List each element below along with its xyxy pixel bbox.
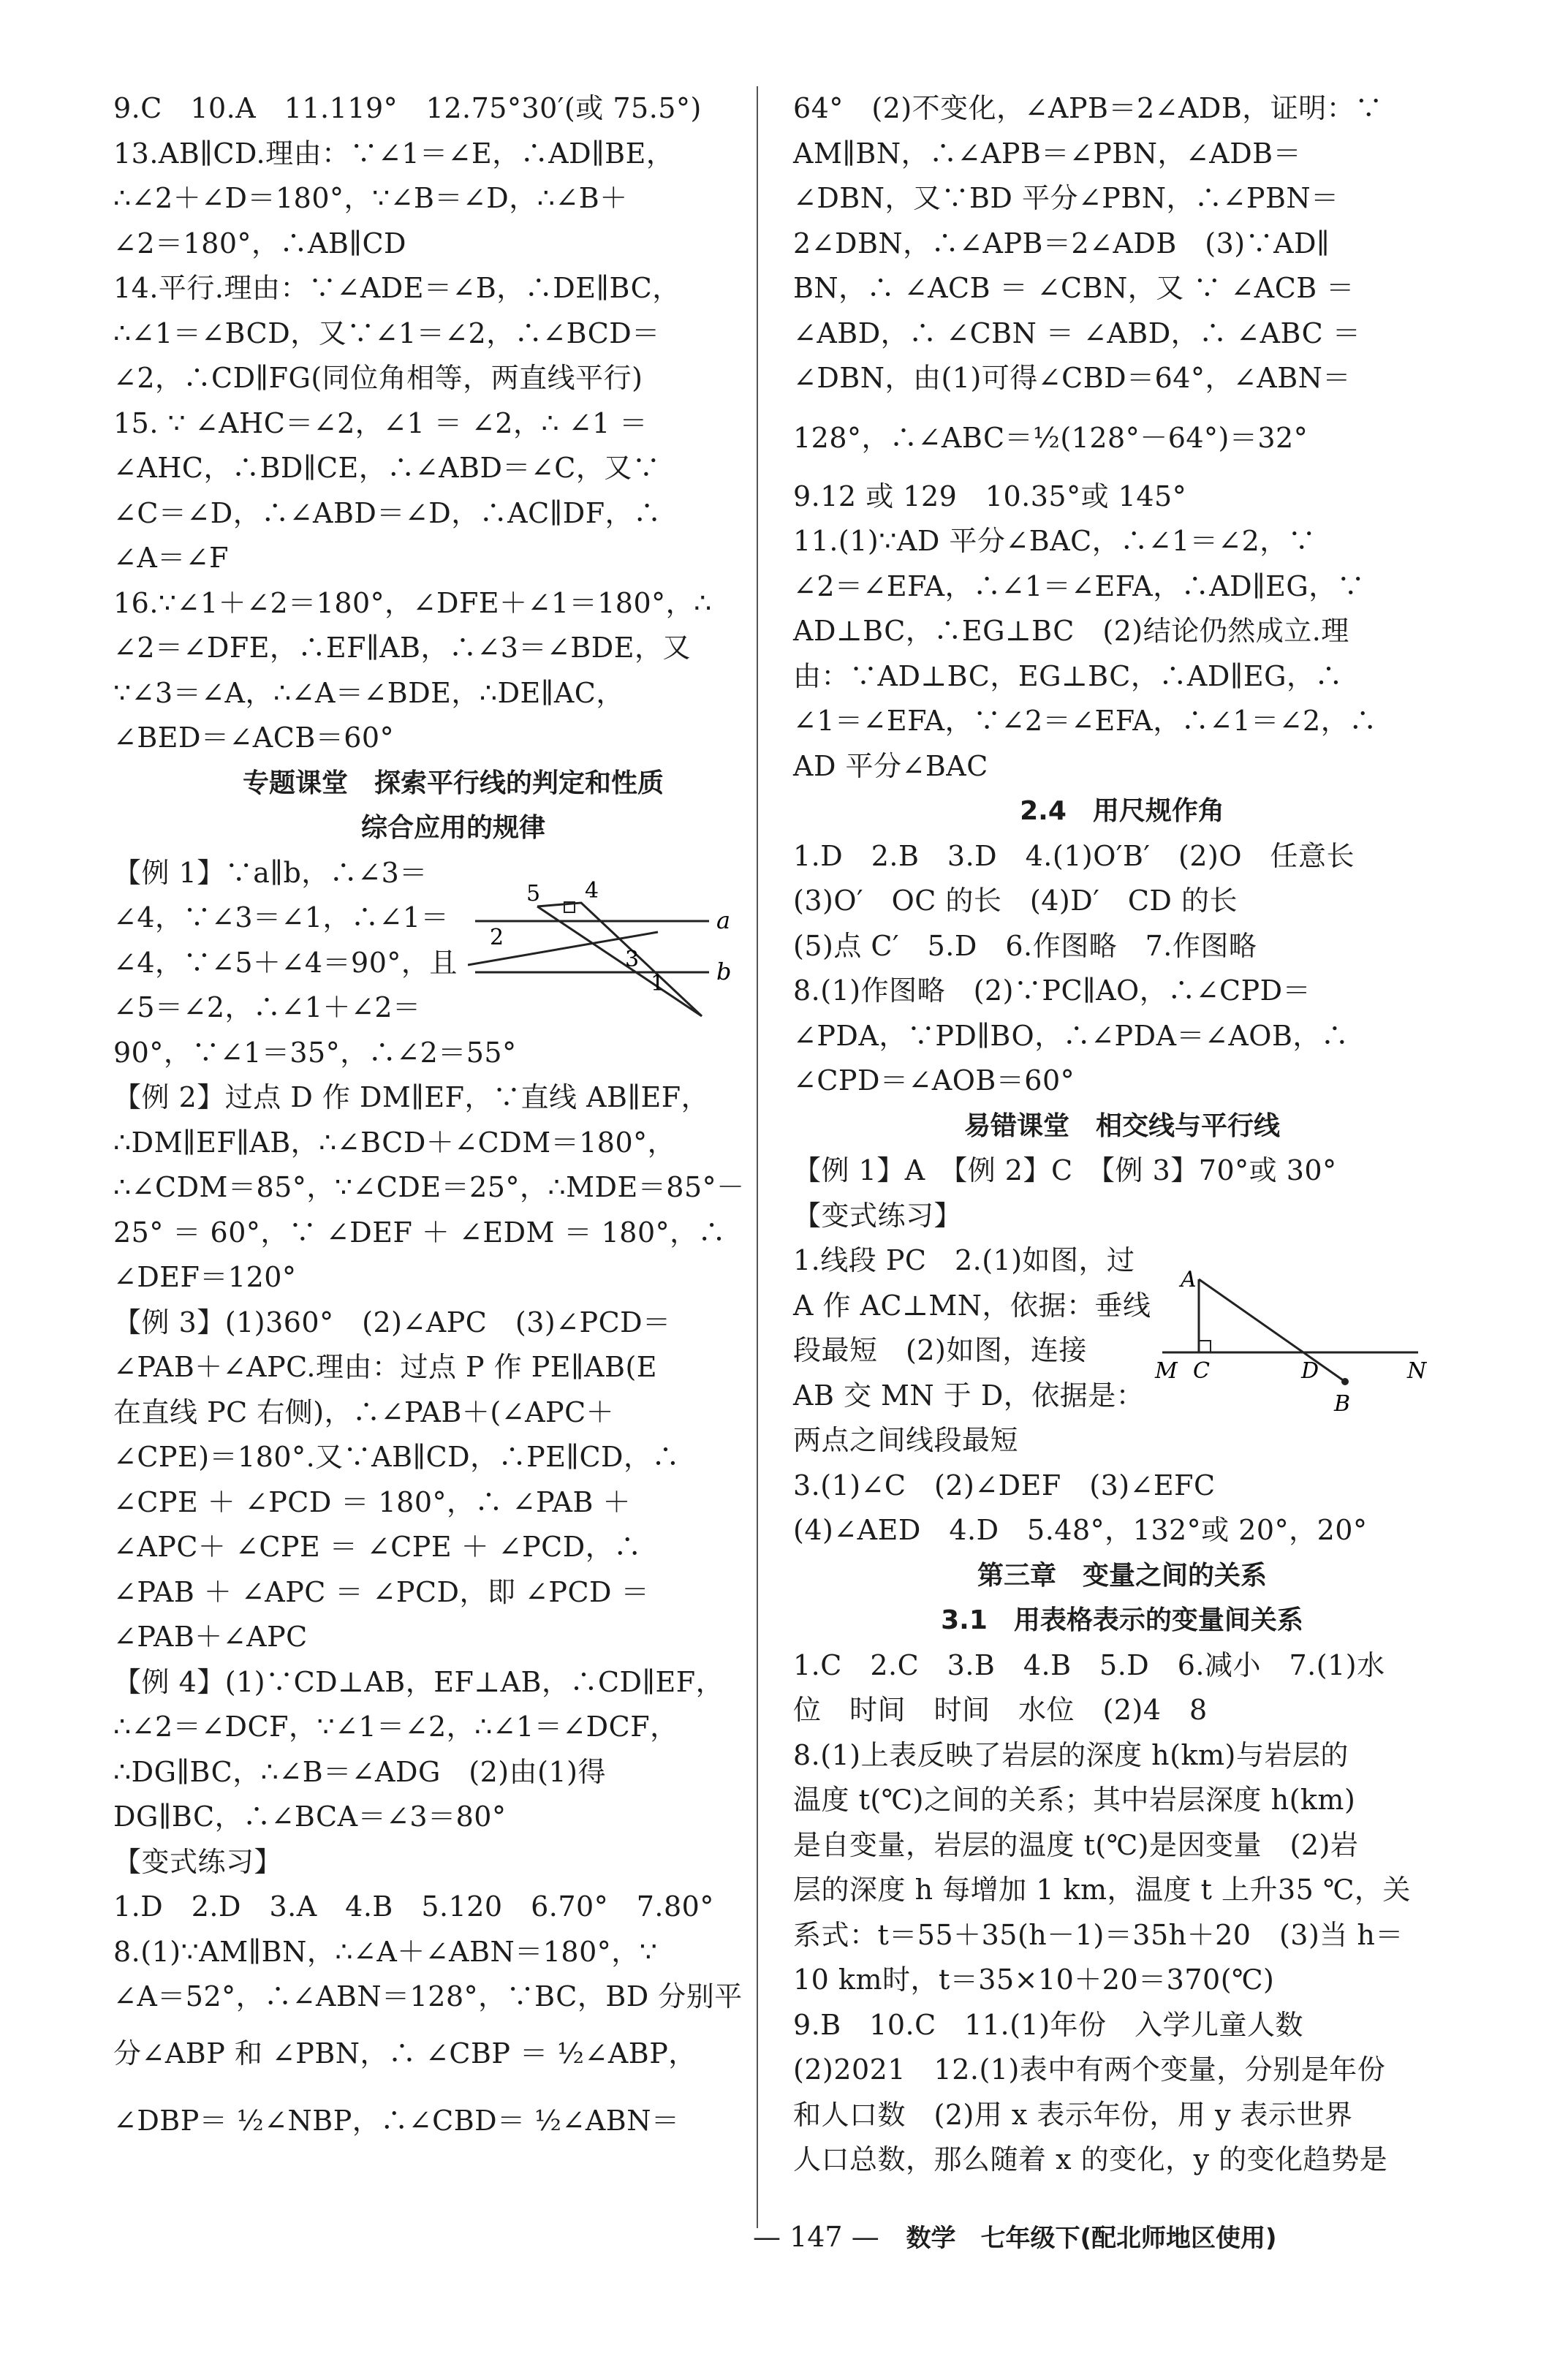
answer-line: ∠PDA，∵PD∥BO，∴∠PDA＝∠AOB，∴ [793,1019,1349,1052]
answer-line: 【变式练习】 [113,1845,283,1878]
answer-line: 13.AB∥CD.理由：∵∠1＝∠E，∴AD∥BE， [113,137,675,170]
answer-line: ∠2，∴CD∥FG(同位角相等，两直线平行) [113,362,643,394]
point-b [1341,1378,1349,1385]
answer-line: ∠2＝∠EFA，∴∠1＝∠EFA，∴AD∥EG，∵ [793,569,1366,602]
answer-line: ∠CPE ＋ ∠PCD ＝ 180°，∴ ∠PAB ＋ [113,1485,631,1518]
answer-line: ∠PAB ＋ ∠APC ＝ ∠PCD，即 ∠PCD ＝ [113,1575,650,1608]
fig1-label-a: a [716,906,731,934]
fig2-label-a: A [1181,1267,1197,1292]
answer-line: 8.(1)上表反映了岩层的深度 h(km)与岩层的 [793,1738,1349,1771]
answer-line: 和人口数 (2)用 x 表示年份，用 y 表示世界 [793,2098,1353,2131]
answer-line: 11.(1)∵AD 平分∠BAC，∴∠1＝∠2，∵ [793,525,1317,557]
answer-line: A 作 AC⊥MN，依据：垂线 [793,1289,1151,1322]
answer-line: 分∠ABP 和 ∠PBN，∴ ∠CBP ＝ ½∠ABP， [113,2037,697,2070]
segment-ab [1199,1279,1345,1382]
answer-line: 位 时间 时间 水位 (2)4 8 [793,1694,1208,1726]
answer-line: ∠2＝∠DFE，∴EF∥AB，∴∠3＝∠BDE，又 [113,632,691,664]
page-number: — 147 — [753,2221,879,2253]
answer-line: AD 平分∠BAC [793,749,988,782]
answer-line: ∠BED＝∠ACB＝60° [113,722,395,754]
answer-line: ∠CPD＝∠AOB＝60° [793,1064,1075,1097]
answer-line: 是自变量，岩层的温度 t(℃)是因变量 (2)岩 [793,1828,1359,1861]
answer-line: ∠DEF＝120° [113,1261,297,1293]
answer-line: ∠PAB＋∠APC [113,1621,308,1653]
answer-line: AD⊥BC，∴EG⊥BC (2)结论仍然成立.理 [793,615,1349,647]
fig2-label-b: B [1334,1391,1351,1417]
answer-line: 9.C 10.A 11.119° 12.75°30′(或 75.5°) [113,92,702,124]
fig2-label-m: M [1155,1358,1178,1384]
answer-line: ∠ABD，∴ ∠CBN ＝ ∠ABD，∴ ∠ABC ＝ [793,317,1361,349]
answer-line: ∴∠2＝∠DCF，∵∠1＝∠2，∴∠1＝∠DCF， [113,1711,678,1743]
fig1-label-b: b [716,958,732,985]
answer-line: 9.12 或 129 10.35°或 145° [793,480,1187,512]
answer-line: 2∠DBN，∴∠APB＝2∠ADB (3)∵AD∥ [793,227,1330,260]
answer-line: 在直线 PC 右侧)，∴∠PAB＋(∠APC＋ [113,1396,615,1428]
answer-line: 15. ∵ ∠AHC＝∠2，∠1 ＝ ∠2，∴ ∠1 ＝ [113,406,648,439]
answer-line: 温度 t(℃)之间的关系；其中岩层深度 h(km) [793,1784,1356,1816]
section-heading: 第三章 变量之间的关系 [977,1560,1267,1591]
answer-line: 9.B 10.C 11.(1)年份 入学儿童人数 [793,2008,1303,2041]
answer-line: 【例 4】(1)∵CD⊥AB，EF⊥AB，∴CD∥EF， [113,1665,724,1698]
book-subject: 数学 七年级下(配北师地区使用) [906,2224,1277,2253]
answer-line: ∴∠2＋∠D＝180°，∵∠B＝∠D，∴∠B＋ [113,182,628,214]
answer-line: ∵∠3＝∠A，∴∠A＝∠BDE，∴DE∥AC， [113,676,624,709]
answer-line: 3.(1)∠C (2)∠DEF (3)∠EFC [793,1469,1216,1502]
answer-line: 1.D 2.D 3.A 4.B 5.120 6.70° 7.80° [113,1890,714,1923]
answer-line: 【例 1】A 【例 2】C 【例 3】70°或 30° [793,1154,1337,1186]
answer-line: 90°，∵∠1＝35°，∴∠2＝55° [113,1036,517,1069]
answer-line: 【例 1】∵a∥b，∴∠3＝ [113,856,428,889]
answer-line: 段最短 (2)如图，连接 [793,1334,1087,1366]
answer-line: ∠DBP＝ ½∠NBP，∴∠CBD＝ ½∠ABN＝ [113,2104,680,2137]
section-heading: 专题课堂 探索平行线的判定和性质 [242,768,664,798]
fig1-label-4: 4 [585,878,599,904]
answer-line: 系式：t＝55＋35(h－1)＝35h＋20 (3)当 h＝ [793,1918,1404,1951]
answer-line: 8.(1)作图略 (2)∵PC∥AO，∴∠CPD＝ [793,974,1311,1007]
triangle [537,903,702,1016]
answer-line: 【例 2】过点 D 作 DM∥EF，∵直线 AB∥EF， [113,1081,710,1113]
answer-line: ∠A＝∠F [113,542,229,574]
fig2-label-c: C [1193,1358,1210,1384]
figure-parallel-lines-triangle [468,870,746,1023]
answer-line: 64° (2)不变化，∠APB＝2∠ADB，证明：∵ [793,92,1383,124]
answer-line: 【变式练习】 [793,1199,963,1232]
fig2-label-n: N [1407,1358,1427,1384]
section-heading: 综合应用的规律 [360,813,545,843]
page-footer [753,2215,1411,2259]
fig1-label-2: 2 [490,925,504,950]
section-heading: 2.4 用尺规作角 [1020,796,1224,826]
answer-line: 1.D 2.B 3.D 4.(1)O′B′ (2)O 任意长 [793,839,1355,872]
answer-line: ∠4，∵∠3＝∠1，∴∠1＝ [113,901,450,934]
answer-line: ∠DBN，由(1)可得∠CBD＝64°，∠ABN＝ [793,362,1351,394]
answer-line: ∠APC＋ ∠CPE ＝ ∠CPE ＋ ∠PCD，∴ [113,1531,642,1563]
answer-line: ∠5＝∠2，∴∠1＋∠2＝ [113,991,421,1023]
answer-line: 8.(1)∵AM∥BN，∴∠A＋∠ABN＝180°，∵ [113,1935,658,1968]
column-divider [757,86,758,2228]
answer-line: 10 km时，t＝35×10＋20＝370(℃) [793,1964,1275,1996]
answer-line: ∠C＝∠D，∴∠ABD＝∠D，∴AC∥DF，∴ [113,496,662,529]
answer-line: AB 交 MN 于 D，依据是： [793,1379,1145,1412]
answer-line: ∠2＝180°，∴AB∥CD [113,227,407,260]
answer-line: ∠A＝52°，∴∠ABN＝128°，∵BC，BD 分别平 [113,1980,743,2012]
answer-line: (2)2021 12.(1)表中有两个变量，分别是年份 [793,2053,1386,2086]
answer-line: 由：∵AD⊥BC，EG⊥BC，∴AD∥EG，∴ [793,659,1343,692]
answer-line: 14.平行.理由：∵∠ADE＝∠B，∴DE∥BC， [113,272,681,304]
answer-line: 两点之间线段最短 [793,1424,1019,1456]
answer-line: ∠PAB＋∠APC.理由：过点 P 作 PE∥AB(E [113,1351,658,1383]
answer-line: 128°，∴∠ABC＝½(128°－64°)＝32° [793,421,1308,454]
answer-line: AM∥BN，∴∠APB＝∠PBN，∠ADB＝ [793,137,1302,170]
fig1-label-3: 3 [625,947,640,972]
answer-line: (5)点 C′ 5.D 6.作图略 7.作图略 [793,929,1257,962]
answer-line: (4)∠AED 4.D 5.48°，132°或 20°，20° [793,1514,1368,1546]
section-heading: 易错课堂 相交线与平行线 [963,1110,1280,1141]
answer-line: DG∥BC，∴∠BCA＝∠3＝80° [113,1800,507,1833]
answer-line: ∠4，∵∠5＋∠4＝90°，且 [113,946,458,979]
answer-line: 【例 3】(1)360° (2)∠APC (3)∠PCD＝ [113,1306,671,1338]
fig1-label-1: 1 [651,971,665,996]
answer-line: 人口总数，那么随着 x 的变化，y 的变化趋势是 [793,2143,1388,2176]
answer-line: 16.∵∠1＋∠2＝180°，∠DFE＋∠1＝180°，∴ [113,586,712,619]
figure-perpendicular-line [1148,1265,1440,1418]
answer-line: 1.C 2.C 3.B 4.B 5.D 6.减小 7.(1)水 [793,1648,1385,1681]
left-column [113,86,793,2154]
answer-line: ∠1＝∠EFA，∵∠2＝∠EFA，∴∠1＝∠2，∴ [793,705,1377,737]
section-heading: 3.1 用表格表示的变量间关系 [941,1605,1303,1635]
answer-line: 25° ＝ 60°，∵ ∠DEF ＋ ∠EDM ＝ 180°，∴ [113,1216,727,1249]
fig1-label-5: 5 [526,881,541,906]
answer-line: BN，∴ ∠ACB ＝ ∠CBN，又 ∵ ∠ACB ＝ [793,272,1355,304]
right-column [793,86,1451,2183]
answer-line: ∴∠CDM＝85°，∵∠CDE＝25°，∴MDE＝85°－ [113,1171,745,1203]
answer-line: ∴∠1＝∠BCD，又∵∠1＝∠2，∴∠BCD＝ [113,317,660,349]
answer-line: 1.线段 PC 2.(1)如图，过 [793,1244,1135,1276]
answer-line: ∴DM∥EF∥AB，∴∠BCD＋∠CDM＝180°， [113,1126,676,1159]
answer-line: ∠AHC，∴BD∥CE，∴∠ABD＝∠C，又∵ [113,452,661,484]
answer-line: ∠DBN，又∵BD 平分∠PBN，∴∠PBN＝ [793,182,1339,214]
answer-line: ∴DG∥BC，∴∠B＝∠ADG (2)由(1)得 [113,1755,606,1788]
right-angle-mark [1199,1341,1211,1352]
fig2-label-d: D [1301,1358,1319,1384]
answer-line: 层的深度 h 每增加 1 km，温度 t 上升35 ℃，关 [793,1874,1411,1906]
answer-line: (3)O′ OC 的长 (4)D′ CD 的长 [793,885,1238,917]
answer-line: ∠CPE)＝180°.又∵AB∥CD，∴PE∥CD，∴ [113,1441,681,1473]
